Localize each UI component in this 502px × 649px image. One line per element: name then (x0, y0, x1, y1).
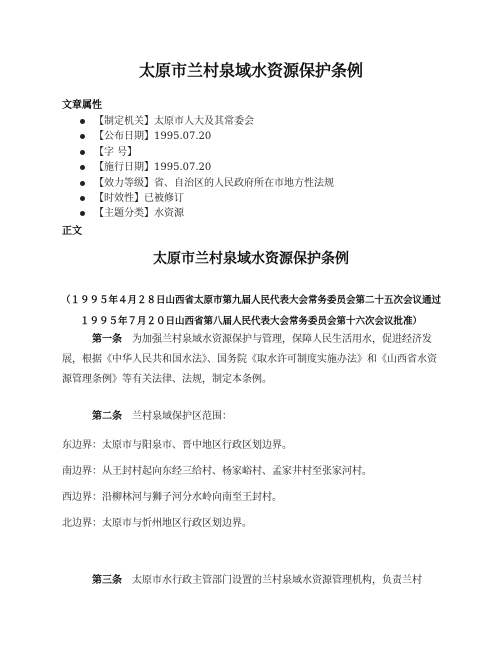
attribute-item-level: 【效力等级】省、自治区的人民政府所在市地方性法规 (78, 176, 334, 191)
attribute-item-effective-date: 【施行日期】1995.07.20 (78, 160, 334, 175)
article-2-label: 第二条 (92, 411, 122, 422)
article-3-text: 太原市水行政主管部门设置的兰村泉域水资源管理机构，负责兰村 (132, 575, 422, 586)
article-1-text: 为加强兰村泉域水资源保护与管理，保障人民生活用水，促进经济发展，根据《中华人民共和国水法》、国务院《取水许可制度实施办法》和《山西省水资源管理条例》等有关法律、法规，制定本条例。 (62, 334, 437, 385)
boundary-north: 北边界：太原市与忻州地区行政区划边界。 (62, 518, 252, 529)
adoption-note-line-2: １９９５年７月２０日山西省第八届人民代表大会常务委员会第十六次会议批准） (79, 316, 422, 327)
attribute-item-validity: 【时效性】已被修订 (78, 191, 334, 206)
article-1-label: 第一条 (92, 334, 122, 345)
boundary-east: 东边界：太原市与阳泉市、晋中地区行政区划边界。 (62, 440, 292, 451)
attribute-item-publish-date: 【公布日期】1995.07.20 (78, 129, 334, 144)
article-1 (62, 330, 442, 390)
attribute-item-doc-number: 【字 号】 (78, 145, 334, 160)
article-2 (62, 407, 442, 427)
attributes-heading: 文章属性 (62, 100, 102, 111)
article-3-label: 第三条 (92, 575, 122, 586)
body-title: 太原市兰村泉域水资源保护条例 (153, 251, 349, 267)
body-heading: 正文 (62, 226, 82, 237)
boundary-south: 南边界：从王封村起向东经三给村、杨家峪村、孟家井村至张家河村。 (62, 466, 372, 477)
article-3 (62, 571, 442, 591)
boundary-west: 西边界：沿柳林河与狮子河分水岭向南至王封村。 (62, 492, 282, 503)
document-title: 太原市兰村泉域水资源保护条例 (138, 61, 363, 80)
attribute-list (78, 114, 334, 222)
attribute-item-issuer: 【制定机关】太原市人大及其常委会 (78, 114, 334, 129)
article-2-text: 兰村泉域保护区范围： (132, 411, 232, 422)
adoption-note-line-1: （１９９５年４月２８日山西省太原市第九届人民代表大会常务委员会第二十五次会议通过 (60, 295, 441, 306)
attribute-item-category: 【主题分类】水资源 (78, 206, 334, 221)
